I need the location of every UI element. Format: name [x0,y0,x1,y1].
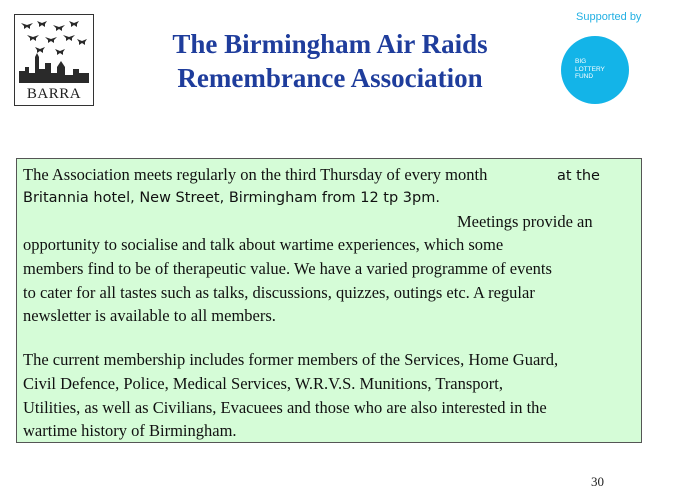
lottery-text-lottery: LOTTERY [575,65,605,73]
page-number: 30 [591,474,604,489]
paragraph-1-line-3: Meetings provide an [457,212,593,231]
barra-logo [14,14,94,106]
paragraph-2-line-3: Utilities, as well as Civilians, Evacuees and those who are also interested in the [23,398,547,417]
paragraph-1-line-2: Britannia hotel, New Street, Birmingham from 12 tp 3pm. [23,190,440,206]
paragraph-1-line-1-tail: at the [557,168,600,184]
logo-text: BARRA [26,86,82,102]
paragraph-1-line-7: newsletter is available to all members. [23,306,276,325]
paragraph-2-line-4: wartime history of Birmingham. [23,421,237,440]
paragraph-2-line-1: The current membership includes former members of the Services, Home Guard, [23,350,559,369]
lottery-text-fund: FUND [575,73,594,80]
big-lottery-fund-logo [561,36,629,104]
paragraph-2-line-2: Civil Defence, Police, Medical Services, W.R.V.S. Munitions, Transport, [23,374,504,393]
page-title-line-1: The Birmingham Air Raids [172,29,488,59]
paragraph-1-line-6: to cater for all tastes such as talks, discussions, quizzes, outings etc. A regular [23,283,535,302]
info-panel [16,158,642,443]
page-title-line-2: Remembrance Association [177,63,483,93]
paragraph-1-line-4: opportunity to socialise and talk about wartime experiences, which some [23,235,504,254]
paragraph-1-line-5: members find to be of therapeutic value. We have a varied programme of events [23,259,552,278]
planes-over-city-icon [17,17,91,83]
supported-by-label: Supported by [576,11,642,23]
paragraph-1-line-1: The Association meets regularly on the third Thursday of every month [23,165,488,184]
lottery-text-big: BIG [575,58,587,65]
